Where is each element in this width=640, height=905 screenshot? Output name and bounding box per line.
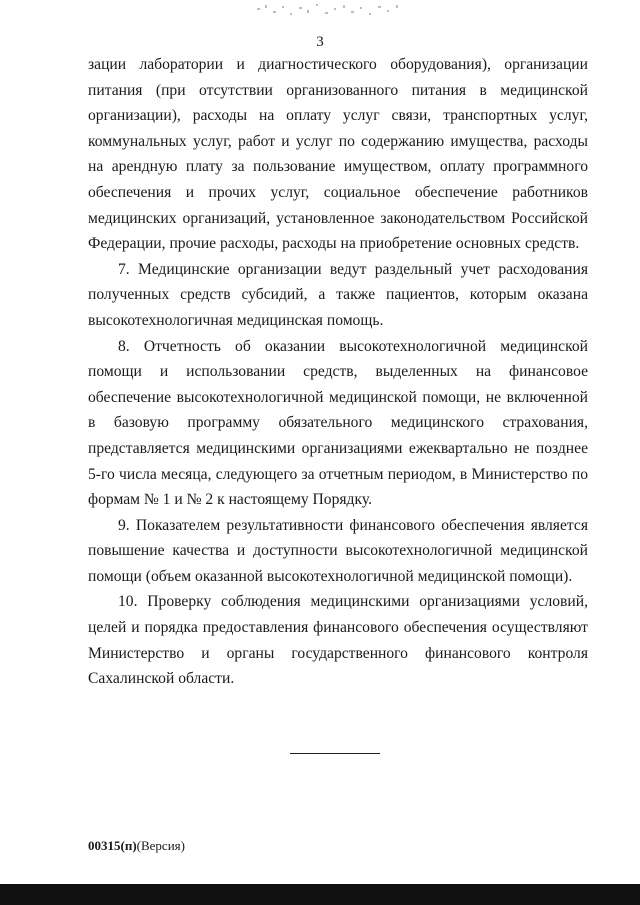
footer-code: 00315(п) xyxy=(88,838,137,853)
document-footer-code xyxy=(88,838,185,854)
paragraph-8: 8. Отчетность об оказании высокотехнологичной медицинской помощи и использовании средств, выделенных на финансовое обеспечение высокотехнологичной медицинской помощи, не включенной в базовую программу обязательного медицинского страхования, представляется медицинскими организациями ежеквартально не позднее 5-го числа месяца, следующего за отчетным периодом, в Министерство по формам № 1 и № 2 к настоящему Порядку. xyxy=(88,337,588,509)
paragraph-9: 9. Показателем результативности финансового обеспечения является повышение качества и доступности высокотехнологичной медицинской помощи (объем оказанной высокотехнологичной медицинской помощи). xyxy=(88,516,588,585)
paragraph-10: 10. Проверку соблюдения медицинскими организациями условий, целей и порядка предоставления финансового обеспечения осуществляют Министерство и органы государственного финансового контроля Сахалинской области. xyxy=(88,593,588,688)
end-of-text-rule xyxy=(290,753,380,754)
document-body xyxy=(88,52,588,692)
paragraph-7: 7. Медицинские организации ведут раздельный учет расходования полученных средств субсидий, а также пациентов, которым оказана высокотехнологичная медицинская помощь. xyxy=(88,260,588,329)
paragraph-continuation: зации лаборатории и диагностического оборудования), организации питания (при отсутствии организованного питания в медицинской организации), расходы на оплату услуг связи, транспортных услуг, коммунальных услуг, работ и услуг по содержанию имущества, расходы на арендную плату за пользование имуществом, оплату программного обеспечения и прочих услуг, социальное обеспечение работников медицинских организаций, установленное законодательством Российской Федерации, прочие расходы, расходы на приобретение основных средств. xyxy=(88,56,588,253)
scan-bottom-border xyxy=(0,884,640,905)
scan-artifact xyxy=(255,2,405,22)
page-number: 3 xyxy=(316,34,324,50)
footer-version: (Версия) xyxy=(136,838,185,853)
